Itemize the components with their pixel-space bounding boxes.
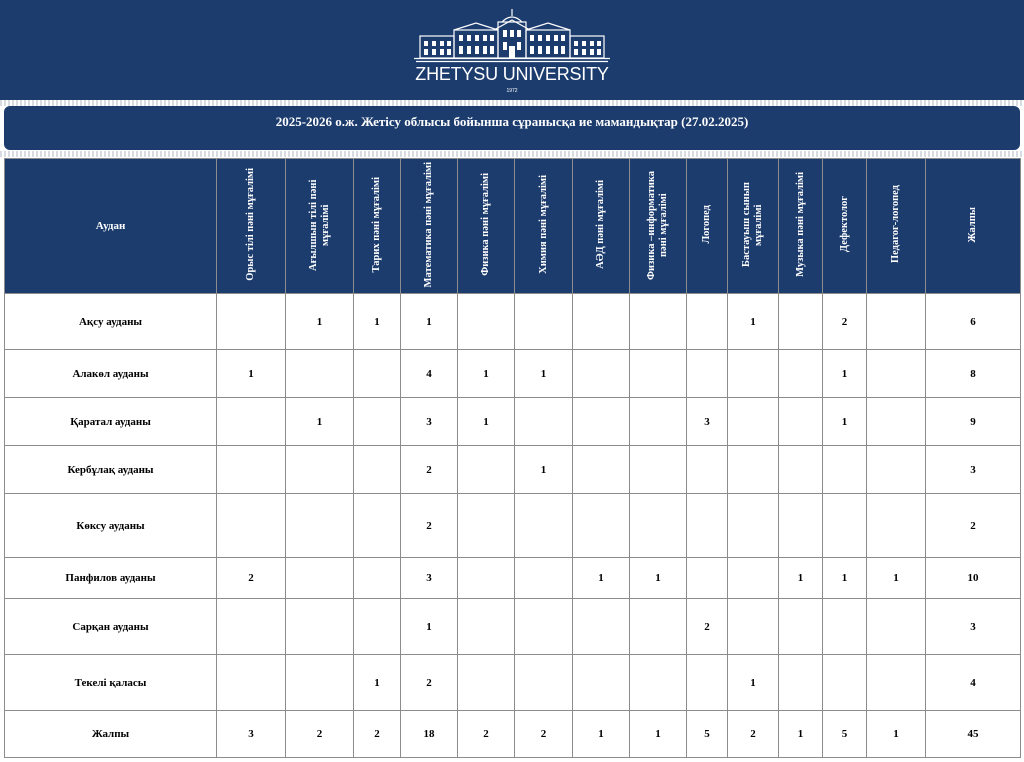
table-cell [217, 398, 286, 446]
university-name: ZHETYSU UNIVERSITY [415, 64, 609, 84]
table-cell [286, 494, 354, 558]
table-cell [458, 294, 515, 350]
table-cell [515, 294, 573, 350]
table-cell [630, 446, 687, 494]
column-header: Математика пәні мұғалімі [401, 159, 458, 294]
table-cell: 2 [728, 711, 779, 758]
district-name-cell: Көксу ауданы [5, 494, 217, 558]
table-cell [867, 294, 926, 350]
table-cell [728, 446, 779, 494]
table-cell [515, 398, 573, 446]
column-header: Физика пәні мұғалімі [458, 159, 515, 294]
table-cell [867, 655, 926, 711]
table-cell: 2 [401, 655, 458, 711]
table-cell: 3 [687, 398, 728, 446]
table-cell [687, 350, 728, 398]
table-cell: 1 [573, 558, 630, 599]
table-cell [687, 494, 728, 558]
table-cell [515, 655, 573, 711]
table-cell: 1 [515, 446, 573, 494]
table-cell [823, 446, 867, 494]
table-cell: 1 [823, 350, 867, 398]
column-header: Физика –информатика пәні мұғалімі [630, 159, 687, 294]
table-cell [779, 655, 823, 711]
table-cell [286, 655, 354, 711]
table-cell: 2 [286, 711, 354, 758]
table-cell [630, 655, 687, 711]
separator-bottom [0, 151, 1024, 157]
table-cell [286, 446, 354, 494]
district-name-cell: Сарқан ауданы [5, 599, 217, 655]
table-cell [458, 655, 515, 711]
table-cell: 2 [217, 558, 286, 599]
founded-year: 1972 [506, 88, 518, 94]
row-total-cell: 10 [926, 558, 1021, 599]
table-cell: 1 [867, 558, 926, 599]
table-row [5, 398, 1021, 446]
table-cell [687, 655, 728, 711]
column-header: Логопед [687, 159, 728, 294]
university-logo [414, 8, 610, 100]
row-total-cell: 6 [926, 294, 1021, 350]
table-cell [728, 599, 779, 655]
table-cell [573, 655, 630, 711]
table-cell [217, 655, 286, 711]
table-row [5, 655, 1021, 711]
table-cell [867, 599, 926, 655]
table-total-row [5, 711, 1021, 758]
table-cell [515, 558, 573, 599]
table-cell [728, 350, 779, 398]
table-cell [458, 446, 515, 494]
table-cell: 1 [217, 350, 286, 398]
district-name-cell: Алакөл ауданы [5, 350, 217, 398]
table-cell [779, 350, 823, 398]
table-cell [779, 599, 823, 655]
table-cell [728, 494, 779, 558]
table-cell [217, 294, 286, 350]
row-total-cell: 3 [926, 599, 1021, 655]
table-row [5, 558, 1021, 599]
table-cell [728, 398, 779, 446]
district-name-cell: Кербұлақ ауданы [5, 446, 217, 494]
district-name-cell: Текелі қаласы [5, 655, 217, 711]
table-cell [217, 494, 286, 558]
row-total-cell: 8 [926, 350, 1021, 398]
column-header: Тарих пәні мұғалімі [354, 159, 401, 294]
table-cell: 1 [823, 398, 867, 446]
district-name-cell: Қаратал ауданы [5, 398, 217, 446]
table-cell: 1 [728, 655, 779, 711]
table-cell: 1 [779, 558, 823, 599]
header-banner [0, 0, 1024, 100]
table-cell: 1 [867, 711, 926, 758]
table-cell: 1 [286, 294, 354, 350]
table-cell: 1 [630, 558, 687, 599]
table-cell: 2 [823, 294, 867, 350]
table-cell: 1 [458, 398, 515, 446]
table-cell [354, 599, 401, 655]
table-cell: 1 [354, 655, 401, 711]
table-cell [515, 494, 573, 558]
table-row [5, 294, 1021, 350]
university-building-icon [414, 8, 610, 64]
row-total-cell: 45 [926, 711, 1021, 758]
table-row [5, 494, 1021, 558]
column-header: АӘД пәні мұғалімі [573, 159, 630, 294]
table-cell [573, 294, 630, 350]
table-cell [573, 350, 630, 398]
row-total-cell: 2 [926, 494, 1021, 558]
table-cell: 2 [687, 599, 728, 655]
table-cell: 4 [401, 350, 458, 398]
district-name-cell: Ақсу ауданы [5, 294, 217, 350]
table-cell: 2 [515, 711, 573, 758]
table-cell [573, 446, 630, 494]
table-cell: 3 [401, 398, 458, 446]
column-header: Педагог-логопед [867, 159, 926, 294]
table-cell [573, 398, 630, 446]
row-total-cell: 9 [926, 398, 1021, 446]
table-cell: 1 [823, 558, 867, 599]
table-cell: 1 [515, 350, 573, 398]
row-total-cell: 4 [926, 655, 1021, 711]
column-header-total: Жалпы [926, 159, 1021, 294]
table-cell [458, 599, 515, 655]
column-header: Ағылшын тілі пәні мұғалімі [286, 159, 354, 294]
table-cell: 1 [458, 350, 515, 398]
table-cell [630, 294, 687, 350]
table-cell [354, 446, 401, 494]
table-cell [573, 494, 630, 558]
table-cell [354, 494, 401, 558]
demand-table [4, 158, 1021, 758]
table-row [5, 350, 1021, 398]
table-cell: 1 [573, 711, 630, 758]
table-header-row [5, 159, 1021, 294]
table-cell [867, 398, 926, 446]
table-cell: 18 [401, 711, 458, 758]
table-cell [630, 398, 687, 446]
table-cell: 1 [354, 294, 401, 350]
table-cell: 5 [687, 711, 728, 758]
table-cell [867, 446, 926, 494]
table-cell [687, 558, 728, 599]
table-cell: 1 [286, 398, 354, 446]
table-cell [687, 294, 728, 350]
table-cell [630, 350, 687, 398]
table-cell [458, 494, 515, 558]
table-cell [630, 494, 687, 558]
table-cell: 2 [354, 711, 401, 758]
table-cell [354, 350, 401, 398]
table-body [5, 294, 1021, 758]
column-header: Орыс тілі пәні мұғалімі [217, 159, 286, 294]
table-cell: 1 [728, 294, 779, 350]
table-cell [779, 398, 823, 446]
table-cell [354, 398, 401, 446]
table-cell: 5 [823, 711, 867, 758]
table-cell [823, 494, 867, 558]
table-cell: 3 [401, 558, 458, 599]
district-name-cell: Панфилов ауданы [5, 558, 217, 599]
table-cell [515, 599, 573, 655]
table-cell: 1 [630, 711, 687, 758]
table-cell [823, 599, 867, 655]
row-total-cell: 3 [926, 446, 1021, 494]
table-cell [286, 350, 354, 398]
table-cell [779, 294, 823, 350]
column-header: Музыка пәні мұғалімі [779, 159, 823, 294]
table-cell: 2 [458, 711, 515, 758]
table-cell: 1 [401, 599, 458, 655]
table-cell: 2 [401, 494, 458, 558]
table-row [5, 446, 1021, 494]
table-cell [217, 599, 286, 655]
table-row [5, 599, 1021, 655]
column-header: Дефектолог [823, 159, 867, 294]
table-cell [823, 655, 867, 711]
table-cell: 1 [401, 294, 458, 350]
table-cell: 1 [779, 711, 823, 758]
table-cell [630, 599, 687, 655]
table-cell [779, 446, 823, 494]
column-header: Бастауыш сынып мұғалімі [728, 159, 779, 294]
table-cell [779, 494, 823, 558]
table-cell [573, 599, 630, 655]
table-cell [354, 558, 401, 599]
table-cell [286, 599, 354, 655]
table-cell [286, 558, 354, 599]
table-cell [867, 494, 926, 558]
table-cell: 3 [217, 711, 286, 758]
table-cell [217, 446, 286, 494]
table-cell: 2 [401, 446, 458, 494]
column-header-district: Аудан [5, 159, 217, 294]
column-header: Химия пәні мұғалімі [515, 159, 573, 294]
page-title: 2025-2026 о.ж. Жетісу облысы бойынша сұранысқа ие мамандықтар (27.02.2025) [275, 114, 749, 129]
table-cell [728, 558, 779, 599]
table-cell [867, 350, 926, 398]
table-cell [687, 446, 728, 494]
title-bar [4, 106, 1020, 150]
district-name-cell: Жалпы [5, 711, 217, 758]
table-cell [458, 558, 515, 599]
